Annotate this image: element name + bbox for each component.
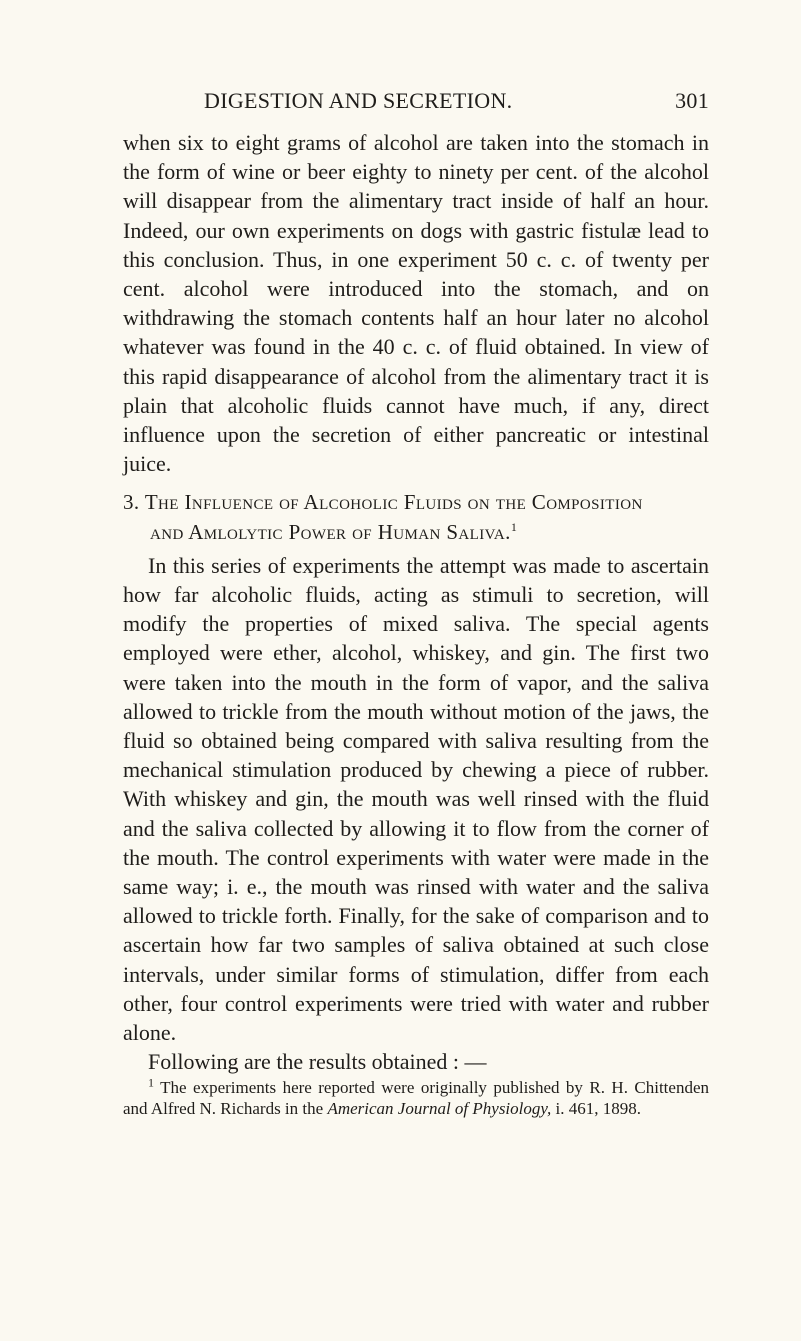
running-head: DIGESTION AND SECRETION. — [204, 88, 513, 113]
page-header — [124, 88, 709, 118]
paragraph-experiments: In this series of experiments the attempt was made to ascertain how far alcoholic fluids, acting as stimuli to secretion, will modify the properties of mixed saliva. The special agents employed were ether, alcohol, whiskey, and gin. The first two were taken into the mouth in the form of vapor, and the saliva allowed to trickle from the mouth without motion of the jaws, the fluid so obtained being compared with saliva resulting from the mechanical stimulation produced by chewing a piece of rubber. With whiskey and gin, the mouth was well rinsed with the fluid and the saliva collected by allowing it to flow from the corner of the mouth. The control experiments with water were made in the same way; i. e., the mouth was rinsed with water and the saliva allowed to trickle forth. Finally, for the sake of comparison and to ascertain how far two samples of saliva obtained at such close intervals, under similar forms of stimulation, differ from each other, four control experiments were tried with water and rubber alone. — [123, 552, 709, 1046]
paragraph-continued: when six to eight grams of alcohol are taken into the stomach in the form of wine or beer eighty to ninety per cent. of the alcohol will disappear from the alimentary tract inside of half an hour. Indeed, our own experiments on dogs with gastric fistulæ lead to this conclusion. Thus, in one experiment 50 c. c. of twenty per cent. alcohol were introduced into the stomach, and on withdrawing the stomach contents half an hour later no alcohol whatever was found in the 40 c. c. of fluid obtained. In view of this rapid disappearance of alcohol from the alimentary tract it is plain that alcoholic fluids cannot have much, if any, direct influence upon the secretion of either pancreatic or intestinal juice. — [123, 130, 709, 477]
footnote-text-after: i. 461, 1898. — [555, 1099, 641, 1118]
footnote-journal-title: American Journal of Physiology, — [327, 1099, 552, 1118]
paragraph-following: Following are the results obtained : — — [148, 1049, 487, 1075]
section-heading-line-2-text: and Amlolytic Power of Human Saliva. — [150, 519, 511, 544]
footnote — [123, 1074, 709, 1120]
section-heading-line-1: 3. The Influence of Alcoholic Fluids on the Composition — [123, 490, 643, 515]
footnote-text-before: The experiments here reported were originally published by R. H. Chittenden and Alfred N. Richards in the — [123, 1077, 709, 1118]
footnote-reference: 1 — [510, 519, 518, 534]
page-number: 301 — [675, 88, 709, 113]
footnote-mark: 1 — [148, 1074, 154, 1089]
section-heading — [123, 488, 709, 546]
page-body — [123, 128, 709, 1120]
section-heading-line-2 — [123, 518, 709, 547]
